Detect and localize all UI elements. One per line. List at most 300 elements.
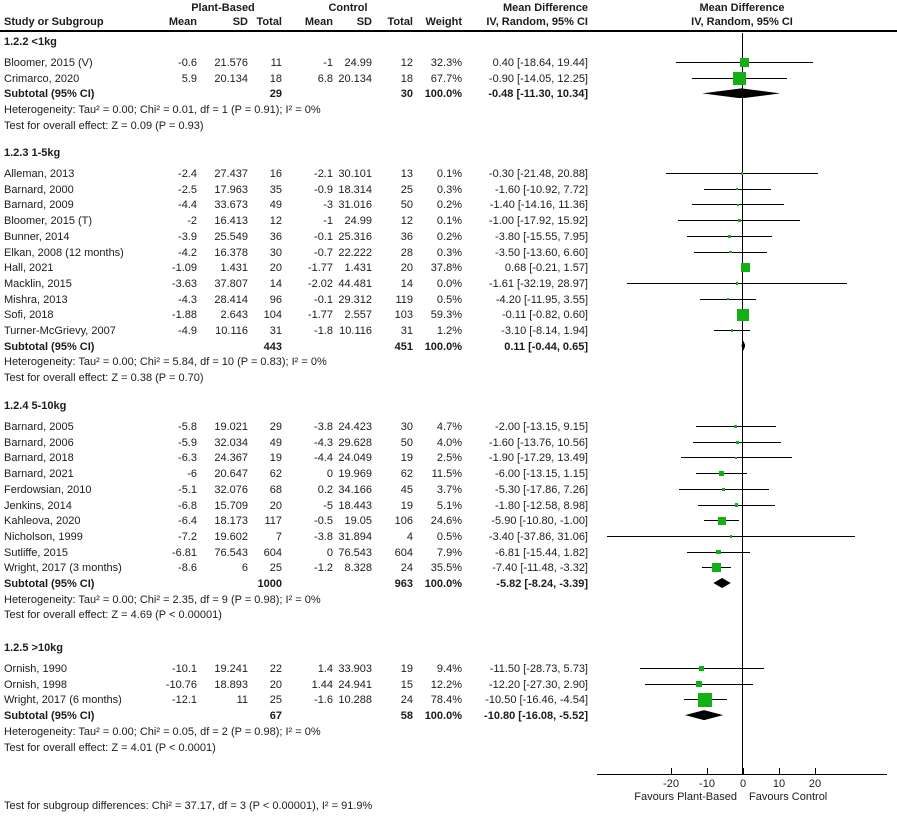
effect-marker [729,251,732,254]
md-ci-value: -1.80 [-12.58, 8.98] [495,499,588,512]
weight-value: 12.2% [430,678,462,691]
weight-value: 0.5% [436,530,462,543]
subgroup-differences-note: Test for subgroup differences: Chi² = 37.17, df = 3 (P < 0.00001), I² = 91.9% [4,800,373,812]
study-name: Ferdowsian, 2010 [4,483,92,496]
subtotal-label: Subtotal (95% CI) [4,340,95,353]
control-sd: 24.99 [344,215,372,228]
control-sd: 2.557 [344,309,372,322]
plant-mean: -6.3 [178,452,197,465]
plant-sd: 17.963 [214,183,248,196]
plant-sd: 10.116 [215,325,248,337]
subtotal-label: Subtotal (95% CI) [4,710,95,723]
control-sd: 31.016 [338,199,372,212]
plant-sd-header: SD [232,16,248,28]
control-total: 103 [394,309,413,322]
study-name: Barnard, 2021 [4,468,74,481]
control-total: 28 [400,246,413,259]
weight-value: 37.8% [430,262,462,275]
md-ci-value: -10.50 [-16.46, -4.54] [485,694,588,707]
control-mean: -0.1 [314,230,333,243]
control-mean: -3 [323,199,333,212]
subtotal-ci-value: -5.82 [-8.24, -3.39] [496,578,588,590]
md-ci-value: -1.90 [-17.29, 13.49] [488,452,588,465]
control-mean: -0.1 [314,293,333,306]
effect-marker [737,309,749,321]
weight-value: 0.3% [436,246,462,259]
study-name: Barnard, 2009 [4,199,74,212]
control-sd: 10.288 [338,694,372,707]
weight-header: Weight [425,16,462,28]
weight-value: 0.2% [436,199,462,212]
plant-total: 11 [270,57,282,69]
md-subtitle-plot-col: IV, Random, 95% CI [691,16,793,28]
control-sd: 29.312 [338,293,372,306]
subtotal-control-total: 451 [394,340,413,353]
study-name: Turner-McGrievy, 2007 [4,325,116,337]
control-mean: -0.5 [314,515,333,528]
control-sd: 30.101 [338,168,372,180]
plant-total: 604 [263,546,282,559]
control-mean: -4.4 [314,452,333,465]
plant-total-header: Total [256,16,282,28]
control-sd: 24.99 [344,57,372,69]
plant-sd: 28.414 [214,293,248,306]
subtotal-ci-value: 0.11 [-0.44, 0.65] [504,340,588,353]
effect-marker [735,457,738,460]
control-sd: 24.049 [338,452,372,465]
subtotal-label: Subtotal (95% CI) [4,88,95,101]
plant-mean: -12.1 [171,694,197,707]
subgroup-label: 1.2.4 5-10kg [4,400,67,412]
control-total: 12 [400,57,413,69]
plant-sd: 18.893 [214,678,248,691]
effect-marker [737,204,740,207]
md-ci-value: 0.68 [-0.21, 1.57] [504,262,588,275]
study-name: Barnard, 2000 [4,183,74,196]
control-total: 50 [400,199,413,212]
plant-mean: -5.1 [178,483,197,496]
plant-mean: -7.2 [178,530,197,543]
plant-total: 96 [269,293,282,306]
study-name: Wright, 2017 (3 months) [4,562,122,575]
group1-header: Plant-Based [191,2,255,14]
axis-tick-label: 20 [808,778,822,790]
control-total: 15 [400,678,413,691]
md-ci-value: -11.50 [-28.73, 5.73] [489,663,588,675]
plant-mean: -3.9 [178,230,197,243]
study-name: Bloomer, 2015 (V) [4,57,93,69]
md-ci-value: -1.60 [-13.76, 10.56] [488,436,588,449]
weight-value: 67.7% [430,72,462,85]
subtotal-weight: 100.0% [424,340,462,353]
control-sd: 18.314 [338,183,372,196]
effect-marker [734,425,737,428]
plant-mean: -5.9 [178,436,197,449]
md-ci-value: 0.40 [-18.64, 19.44] [492,57,588,69]
effect-marker [738,219,741,222]
overall-effect-note: Test for overall effect: Z = 4.01 (P < 0.0001) [4,741,216,754]
plant-total: 29 [269,421,282,433]
plant-sd: 20.134 [214,72,248,85]
axis-tick [707,768,708,775]
control-mean: -1.6 [314,694,333,707]
md-ci-value: -5.90 [-10.80, -1.00] [491,515,588,528]
control-sd: 33.903 [338,663,372,675]
plant-mean: -10.76 [165,678,197,691]
md-ci-value: -3.40 [-37.86, 31.06] [488,530,588,543]
effect-marker [736,441,739,444]
plant-mean: -2.4 [178,168,197,180]
study-name: Alleman, 2013 [4,168,75,180]
weight-value: 5.1% [436,499,462,512]
study-name: Barnard, 2018 [4,452,74,465]
study-name: Barnard, 2006 [4,436,74,449]
weight-value: 0.3% [436,183,462,196]
plant-total: 36 [269,230,282,243]
md-ci-value: -12.20 [-27.30, 2.90] [488,678,588,691]
md-title-text-col: Mean Difference [503,2,588,14]
axis-tick [671,768,672,775]
plant-mean: -4.9 [178,325,197,337]
plant-sd: 37.807 [214,277,248,290]
overall-effect-note: Test for overall effect: Z = 4.69 (P < 0.00001) [4,609,222,622]
plant-total: 104 [263,309,282,322]
control-total: 25 [400,183,413,196]
control-total: 4 [406,530,413,543]
subtotal-plant-total: 29 [269,88,282,101]
control-sd: 24.423 [338,421,372,433]
control-total: 20 [400,262,413,275]
control-total: 31 [400,325,413,337]
control-mean: -5 [323,499,333,512]
control-total: 19 [400,663,413,675]
control-mean: 1.4 [317,663,333,675]
study-name: Crimarco, 2020 [4,72,80,85]
weight-value: 1.2% [436,325,462,337]
plant-sd: 76.543 [214,546,248,559]
weight-value: 0.1% [436,215,462,228]
control-sd: 22.222 [338,246,372,259]
weight-value: 3.7% [436,483,462,496]
effect-marker [719,471,724,476]
control-sd: 10.116 [339,325,372,337]
weight-value: 59.3% [430,309,462,322]
weight-value: 78.4% [430,694,462,707]
control-total-header: Total [387,16,413,28]
plant-mean: -2.5 [178,183,197,196]
effect-marker [722,488,725,491]
plant-sd: 32.034 [214,436,248,449]
control-total: 18 [400,72,413,85]
axis-tick [815,768,816,775]
plant-total: 14 [269,277,282,290]
control-sd: 19.05 [344,515,372,528]
study-name: Ornish, 1998 [4,678,67,691]
control-sd: 1.431 [344,262,372,275]
heterogeneity-note: Heterogeneity: Tau² = 0.00; Chi² = 2.35, df = 9 (P = 0.98); I² = 0% [4,593,321,606]
effect-marker [696,681,701,686]
effect-marker [712,563,721,572]
md-ci-value: -1.61 [-32.19, 28.97] [488,277,588,290]
md-ci-value: -5.30 [-17.86, 7.26] [495,483,588,496]
control-sd: 25.316 [338,230,372,243]
study-name: Barnard, 2005 [4,421,74,433]
subgroup-label: 1.2.2 <1kg [4,36,57,48]
control-mean: -4.3 [314,436,333,449]
control-total: 30 [400,421,413,433]
effect-marker [736,188,739,191]
effect-marker [716,550,720,554]
control-mean: -1.8 [314,325,333,337]
control-total: 45 [400,483,413,496]
plant-mean: -5.8 [178,421,197,433]
effect-marker [731,329,734,332]
control-sd: 24.941 [338,678,372,691]
md-ci-value: -0.30 [-21.48, 20.88] [488,168,588,180]
plant-total: 49 [269,199,282,212]
plant-total: 7 [275,530,282,543]
plant-sd: 27.437 [214,168,248,180]
heterogeneity-note: Heterogeneity: Tau² = 0.00; Chi² = 0.05, df = 2 (P = 0.98); I² = 0% [4,725,321,738]
plant-sd: 21.576 [214,57,248,69]
subtotal-diamond [685,710,723,720]
weight-value: 35.5% [430,562,462,575]
plant-sd: 11 [236,694,248,707]
study-name: Kahleova, 2020 [4,515,81,528]
plant-total: 20 [269,678,282,691]
favours-right-label: Favours Control [749,791,828,803]
plant-sd: 24.367 [214,452,248,465]
control-mean: -1 [323,57,333,69]
md-title-plot-col: Mean Difference [699,2,785,14]
subtotal-plant-total: 443 [263,340,282,353]
subgroup-label: 1.2.5 >10kg [4,642,64,654]
header-rule [0,30,897,32]
plant-mean: -4.4 [178,199,197,212]
heterogeneity-note: Heterogeneity: Tau² = 0.00; Chi² = 5.84, df = 10 (P = 0.83); I² = 0% [4,356,327,369]
md-ci-value: -6.00 [-13.15, 1.15] [495,468,588,481]
plant-sd: 1.431 [220,262,248,275]
control-total: 14 [400,277,413,290]
control-mean: -2.02 [307,277,333,290]
study-name: Ornish, 1990 [4,663,67,675]
plant-sd: 19.021 [214,421,248,433]
axis-tick [743,768,744,775]
subtotal-control-total: 30 [400,88,413,101]
weight-value: 9.4% [436,663,462,675]
subtotal-weight: 100.0% [424,710,462,723]
plant-mean: -2 [187,215,197,228]
control-mean: -1.2 [314,562,333,575]
control-mean: -1 [323,215,333,228]
control-total: 24 [400,562,413,575]
control-mean: -0.9 [314,183,333,196]
md-ci-value: -3.10 [-8.14, 1.94] [501,325,588,337]
plant-mean: -6.4 [178,515,197,528]
overall-effect-note: Test for overall effect: Z = 0.09 (P = 0.93) [4,119,204,132]
favours-left-label: Favours Plant-Based [634,791,737,803]
plant-total: 68 [269,483,282,496]
effect-marker [698,693,712,707]
control-total: 36 [400,230,413,243]
effect-marker [741,263,751,273]
control-sd: 29.628 [338,436,372,449]
md-ci-value: -3.80 [-15.55, 7.95] [495,230,588,243]
plant-sd: 19.241 [214,663,248,675]
effect-marker [730,535,733,538]
subtotal-label: Subtotal (95% CI) [4,578,95,590]
plant-total: 18 [269,72,282,85]
study-name: Wright, 2017 (6 months) [4,694,122,707]
plant-mean: -4.2 [178,246,197,259]
subtotal-ci-value: -0.48 [-11.30, 10.34] [488,88,588,101]
plant-total: 25 [269,562,282,575]
md-ci-value: -1.00 [-17.92, 15.92] [488,215,588,228]
plant-total: 20 [269,262,282,275]
plant-sd: 20.647 [214,468,248,481]
subtotal-diamond [713,578,730,588]
weight-value: 0.2% [436,230,462,243]
subtotal-weight: 100.0% [424,88,462,101]
control-mean: -0.7 [314,246,333,259]
plant-total: 30 [269,246,282,259]
weight-value: 11.5% [431,468,462,481]
plant-total: 49 [269,436,282,449]
subtotal-ci-value: -10.80 [-16.08, -5.52] [484,710,588,723]
control-mean: -1.77 [307,262,333,275]
study-name: Bunner, 2014 [4,230,70,243]
control-mean: 0 [326,546,333,559]
weight-value: 0.5% [436,293,462,306]
study-name: Hall, 2021 [4,262,54,275]
plant-total: 22 [269,663,282,675]
effect-marker [740,58,749,67]
control-mean: -2.1 [314,168,333,180]
plant-mean: -6.8 [178,499,197,512]
effect-marker [728,235,731,238]
subtotal-plant-total: 67 [269,710,282,723]
effect-marker [733,72,746,85]
plant-mean: -3.63 [171,277,197,290]
control-sd: 20.134 [338,72,372,85]
control-mean: 6.8 [317,72,333,85]
overall-effect-note: Test for overall effect: Z = 0.38 (P = 0.70) [4,372,204,385]
plant-sd: 32.076 [214,483,248,496]
axis-tick [779,768,780,775]
plant-sd: 6 [241,562,248,575]
plant-total: 25 [269,694,282,707]
md-ci-value: -0.90 [-14.05, 12.25] [488,72,588,85]
control-total: 62 [400,468,413,481]
study-name: Jenkins, 2014 [4,499,72,512]
subtotal-weight: 100.0% [424,578,462,590]
effect-marker [741,172,744,175]
plant-mean: -0.6 [178,57,197,69]
control-total: 119 [395,293,413,306]
weight-value: 2.5% [436,452,462,465]
control-mean: 0 [326,468,333,481]
study-name: Sofi, 2018 [4,309,54,322]
plant-total: 16 [269,168,282,180]
study-name: Nicholson, 1999 [4,530,83,543]
axis-tick-label: -20 [663,778,679,790]
study-name: Bloomer, 2015 (T) [4,215,93,228]
control-sd: 34.166 [338,483,372,496]
weight-value: 4.7% [436,421,462,433]
plant-total: 62 [269,468,282,481]
control-sd: 44.481 [338,277,372,290]
zero-line [742,33,743,774]
control-total: 106 [394,515,413,528]
plant-mean: -8.6 [178,562,197,575]
control-sd: 18.443 [338,499,372,512]
control-sd: 19.969 [338,468,372,481]
md-ci-value: -4.20 [-11.95, 3.55] [495,293,588,306]
md-ci-value: -6.81 [-15.44, 1.82] [495,546,588,559]
group2-header: Control [328,2,368,14]
study-col-header: Study or Subgroup [4,16,104,28]
weight-value: 32.3% [430,57,462,69]
axis-tick-label: 0 [739,778,747,790]
control-sd: 76.543 [338,546,372,559]
effect-marker [736,282,739,285]
md-subtitle-text-col: IV, Random, 95% CI [486,16,588,28]
plant-mean: -6.81 [171,546,197,559]
subtotal-control-total: 963 [394,578,413,590]
control-total: 12 [400,215,413,228]
md-ci-value: -7.40 [-11.48, -3.32] [492,562,588,575]
plant-sd: 19.602 [214,530,248,543]
plant-sd: 16.413 [214,215,248,228]
plant-total: 20 [269,499,282,512]
control-sd-header: SD [356,16,372,28]
plant-total: 12 [269,215,282,228]
control-mean-header: Mean [304,16,333,28]
control-mean: -3.8 [314,421,333,433]
plant-mean: -1.88 [171,309,197,322]
plant-total: 31 [269,325,282,337]
subtotal-control-total: 58 [400,710,413,723]
md-ci-value: -2.00 [-13.15, 9.15] [495,421,588,433]
control-total: 19 [400,499,413,512]
axis-tick-label: 10 [772,778,786,790]
study-name: Mishra, 2013 [4,293,68,306]
control-mean: -3.8 [314,530,333,543]
control-sd: 31.894 [338,530,372,543]
plant-sd: 15.709 [214,499,248,512]
weight-value: 7.9% [436,546,462,559]
weight-value: 0.0% [436,277,462,290]
study-name: Sutliffe, 2015 [4,546,69,559]
control-total: 604 [394,546,413,559]
effect-marker [727,298,730,301]
md-ci-value: -3.50 [-13.60, 6.60] [495,246,588,259]
plant-sd: 18.173 [214,515,248,528]
plant-total: 19 [269,452,282,465]
subgroup-label: 1.2.3 1-5kg [4,147,61,159]
weight-value: 4.0% [436,436,462,449]
control-total: 13 [400,168,413,180]
plant-total: 117 [264,515,282,528]
effect-marker [718,517,726,525]
weight-value: 24.6% [430,515,462,528]
heterogeneity-note: Heterogeneity: Tau² = 0.00; Chi² = 0.01, df = 1 (P = 0.91); I² = 0% [4,104,321,117]
control-sd: 8.328 [344,562,372,575]
plant-total: 35 [269,183,282,196]
plant-sd: 16.378 [214,246,248,259]
weight-value: 0.1% [436,168,462,180]
plant-mean-header: Mean [168,16,197,28]
